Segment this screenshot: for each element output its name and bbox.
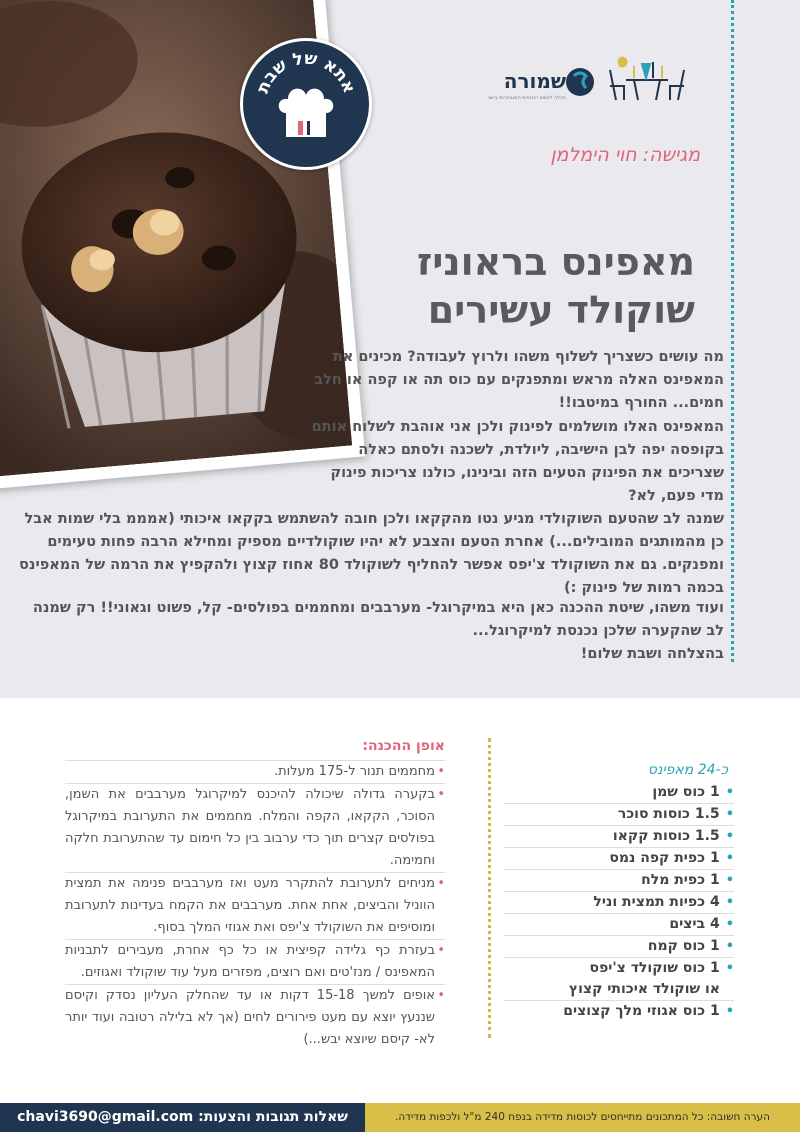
prep-step: • בקערה גדולה שיכולה להיכנס למיקרוגל מערבבים את השמן, הסוכר, הקקאו, הקפה והמלח. מחממים את התערובת במיקרוגל בפולסים קצרים תוך כדי ערבוב בין כל חימום עד שהתערובת חלקה וחמימה.	[65, 783, 445, 872]
preparation-heading: אופן ההכנה:	[362, 738, 445, 754]
prep-step: • מניחים לתערובת להתקרר מעט ואז מערבבים פנימה את תמצית הווניל והביצים, אחת אחת. מערבבים את הקמח בעדינות לתערובת ומוסיפים את השוקולד צ'יפס ואת אגוזי המלך בסוף.	[65, 872, 445, 939]
intro-paragraph-5: בהצלחה ושבת שלום!	[580, 646, 724, 662]
intro-paragraph-2: המאפינס האלו מושלמים לפינוק ולכן אני אוהבת לשלוח אותם בקופסה יפה לבן הישיבה, ליולדת, לשכנה ולסתם כאלה שצריכים את הפינוק הטעים הזה ובינינו, כולנו צריכות פינוק מדי פעם, לא?	[311, 419, 724, 504]
divider-columns	[488, 738, 491, 1038]
list-item: • 1 כוס קמח	[504, 936, 734, 958]
prep-step: • בעזרת כף גלידה קפיצית או כל כף אחרת, מעבירים לתבניות המאפינס / מנז'טים ואם רוצים, מפזרים מעל עוד שוקולד ואגוזים.	[65, 939, 445, 984]
logo-subtext: הכלה לנשים החנויות המובחרות בישראל	[488, 95, 566, 101]
list-item: • 1 כוס שוקולד צ'יפס	[589, 960, 734, 976]
title-line-2: שוקולד עשירים	[427, 288, 695, 332]
recipe-title	[275, 238, 695, 334]
list-item-continuation: או שוקולד איכותי קצוץ	[504, 979, 734, 1001]
title-line-1: מאפינס בראוניז	[416, 240, 695, 284]
list-item: • 4 כפיות תמצית וניל	[504, 892, 734, 914]
prep-step: • מחממים תנור ל-175 מעלות.	[65, 760, 445, 783]
badge-text: אתא של שבת	[252, 48, 360, 97]
shabbat-badge	[240, 38, 372, 170]
list-item: • 1 כוס אגוזי מלך קצוצים	[563, 1003, 734, 1019]
divider-vertical	[731, 0, 734, 662]
intro-paragraph-4: ועוד משהו, שיטת ההכנה כאן היא במיקרוגל- מערבבים ומחממים בפולסים- קל, פשוט וגאוני!! רק שמנה לב שהקערה שלכן נכנסת למיקרוגל...	[32, 600, 724, 639]
list-item: • 4 ביצים	[504, 914, 734, 936]
preparation-steps	[65, 760, 445, 1051]
intro-paragraph-3: שמנה לב שהטעם השוקולדי מגיע נטו מהקקאו ולכן חובה להשתמש בקקאו איכותי (אמממ בלי שמות אבל כן מהמותגים המובילים...) אחרת הטעם והצבע לא יהיו שוקולדיים מספיק ומחילא הרבה פחות טעימים ומפנקים. גם את השוקולד צ'יפס אפשר להחליף לשוקולד 80 אחוז קצוץ ולהקפיץ את הרמה של המאפינס בכמה רמות של פינוק :)	[19, 511, 724, 596]
list-item: • 1 כפית מלח	[504, 870, 734, 892]
svg-text:אתא של שבת	[253, 49, 359, 97]
shmura-logo	[488, 68, 594, 101]
intro-paragraph-1: מה עושים כשצריך לשלוף משהו ולרוץ לעבודה? מכינים את המאפינס האלה מראש ומתפנקים עם כוס תה או קפה או חלב חמים... החורף במיטבו!!	[314, 349, 724, 411]
ingredients-list	[504, 782, 734, 1022]
logo-text: שמורה	[503, 69, 566, 93]
table-chairs-icon	[610, 58, 684, 100]
list-item: • 1.5 כוסות קקאו	[504, 826, 734, 848]
author-line: מגישה: חוי הימלמן	[550, 144, 700, 166]
ingredients-heading: כ-24 מאפינס	[647, 762, 728, 778]
list-item: • 1 כוס שמן	[504, 782, 734, 804]
contact-bar: שאלות תגובות והצעות: chavi3690@gmail.com	[0, 1103, 365, 1132]
list-item: • 1.5 כוסות סוכר	[504, 804, 734, 826]
chef-hat-icon	[279, 89, 334, 137]
list-item: • 1 כפית קפה נמס	[504, 848, 734, 870]
prep-step: • אופים למשך 15-18 דקות או עד שהחלק העליון נסדק וקיסם שננעץ יוצא עם מעט פירורים לחים (אך לא בלילה רטובה ועוד יותר לא- קיסם שיוצא יבש...)	[65, 984, 445, 1051]
logos	[488, 42, 698, 110]
measurement-note: הערה חשובה: כל המתכונים מתייחסים לכוסות מדידה בנפח 240 מ"ל ולכפות מדידה.	[365, 1103, 800, 1132]
